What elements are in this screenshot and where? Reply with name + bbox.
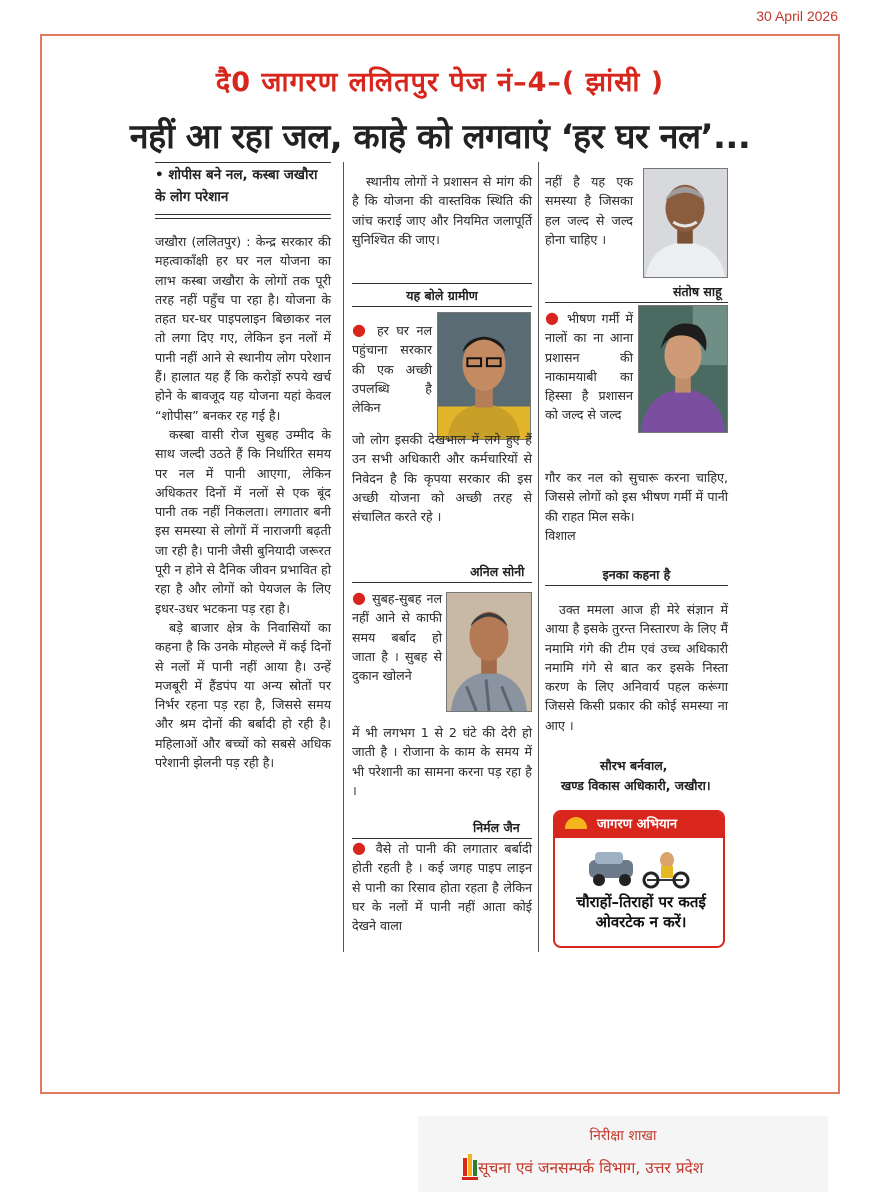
footer-department-branch: निरीक्षा शाखा [589, 1128, 657, 1144]
quote-nirmal-rest [352, 723, 532, 800]
portrait-anil-soni [437, 312, 531, 440]
portrait-santosh-sahu [643, 168, 728, 278]
article-paragraph: बड़े बाजार क्षेत्र के निवासियों का कहना है कि उनके मोहल्ले में कई दिनों से नलों में पानी नहीं आया है। उन्हें मजबूरी में हैंडपंप या अन्य स्रोतों पर निर्भर रहना पड़ रहा है, जिससे समय और श्रम दोनों की बर्बादी हो रही है। महिलाओं और बच्चों को सबसे अधिक परेशानी झेलनी पड़ रही है। [155, 619, 331, 771]
article-paragraph: कस्बा वासी रोज सुबह उम्मीद के साथ जल्दी उठते हैं कि निर्धारित समय पर नल में पानी आएगा, लेकिन अधिकतर दिनों में नलों से एक बूंद पानी तक नहीं निकलता। लगातार बनी इस समस्या से लोगों में नाराजगी बढ़ती जा रही है। पानी जैसी बुनियादी जरूरत पूरी न होने से दैनिक जीवन प्रभावित हो रहा है और लोगों को पेयजल के लिए इधर-उधर भटकना पड़ रहा है। [155, 426, 331, 616]
section-rule [352, 283, 532, 284]
footer-department-name: सूचना एवं जनसम्पर्क विभाग, उत्तर प्रदेश [478, 1159, 704, 1177]
section-rule [352, 582, 532, 583]
portrait-nirmal-jain [446, 592, 532, 712]
traffic-illustration-icon [583, 840, 703, 892]
sun-logo-icon [565, 817, 587, 829]
article-paragraph: जखौरा (ललितपुर) : केन्द्र सरकार की महत्वाकाँक्षी हर घर नल योजना का लाभ कस्बा जखौरा के लोगों तक पूरी तरह नहीं पहुँच पा रहा है। योजना के तहत घर-घर पाइपलाइन बिछाकर नल तो लगा दिए गए, लेकिन इन नलों में पानी नहीं आने से स्थानीय लोग परेशान हैं। हालात यह हैं कि करोड़ों रुपये खर्च होने के बावजूद यह योजना यहां केवल “शोपीस” बनकर रह गई है। [155, 234, 331, 423]
jagran-abhiyan-box [553, 810, 725, 948]
abhiyan-header [555, 812, 723, 838]
bullet-dot: ● [545, 308, 561, 327]
byline-santosh-sahu: संतोष साहू [673, 284, 722, 299]
summary-bottom-rule [155, 214, 331, 215]
quote-nirmal-start [352, 588, 442, 685]
quote-text: सुबह-सुबह नल नहीं आने से काफी समय बर्बाद हो जाता है । सुबह से दुकान खोलने [352, 591, 442, 684]
byline-anil-soni: अनिल सोनी [470, 564, 525, 579]
quote-vishal-rest [545, 468, 728, 545]
quote-anil-rest [352, 430, 532, 526]
article-paragraph: स्थानीय लोगों ने प्रशासन से मांग की है कि योजना की वास्तविक स्थिति की जांच कराई जाए और नियमित जलापूर्ति सुनिश्चित की जाए। [352, 174, 532, 247]
quote-santosh-cont [545, 172, 633, 249]
source-title: दै0 जागरण ललितपुर पेज नं–4–( झांसी ) [215, 67, 665, 98]
section-rule [352, 306, 532, 307]
official-subhead: इनका कहना है [602, 567, 671, 582]
department-logo-icon [462, 1152, 478, 1182]
bullet-dot: ● [352, 838, 369, 857]
column-divider [538, 162, 539, 952]
quote-vishal-start [545, 308, 633, 425]
report-date: 30 April 2026 [756, 8, 838, 24]
quote-text: भीषण गर्मी में नालों का ना आना प्रशासन की नाकामयाबी का हिस्सा है प्रशासन को जल्द से जल्द [545, 311, 633, 423]
summary-bullet: • शोपीस बने नल, कस्बा जखौरा के लोग परेशान [155, 167, 318, 205]
quote-text: वैसे तो पानी की लगातार बर्बादी होती रहती है । कई जगह पाइप लाइन से पानी का रिसाव होता रहता है लेकिन घर के नलों में पानी नहीं आता कोई देखने वाला [352, 841, 532, 934]
bullet-dot: ● [352, 588, 368, 607]
quote-text: हर घर नल पहुंचाना सरकार की एक अच्छी उपलब्धि है लेकिन [352, 323, 432, 416]
section-subhead: यह बोले ग्रामीण [406, 288, 478, 303]
abhiyan-slogan: चौराहों–तिराहों पर कतई ओवरटेक न करें। [576, 893, 706, 931]
byline-nirmal-jain: निर्मल जैन [473, 820, 520, 835]
article-column-1 [155, 232, 331, 772]
section-rule [545, 302, 728, 303]
article-column-2-intro [352, 172, 532, 249]
official-name: सौरभ बर्नवाल, [600, 758, 668, 773]
section-rule [545, 585, 728, 586]
portrait-vishal [638, 305, 728, 433]
official-statement [545, 600, 728, 735]
quote-santosh-start [352, 838, 532, 935]
abhiyan-header-label: जागरण अभियान [597, 817, 678, 832]
official-text: उक्त ममला आज ही मेरे संज्ञान में आया है इसके तुरन्त निस्तारण के लिए मैं नमामि गंगे की टीम एवं उच्च अधिकारी नमामि गंगे से बात कर इसके निस्ता करण के लिए अनिवार्य पहल करूंगा जिससे किसी प्रकार की कोई समस्या ना आए । [545, 602, 728, 733]
byline-vishal: विशाल [545, 527, 576, 543]
quote-text: नहीं है यह एक समस्या है जिसका हल जल्द से जल्द होना चाहिए । [545, 174, 633, 247]
summary-bottom-rule-2 [155, 218, 331, 219]
quote-text: में भी लगभग 1 से 2 घंटे की देरी हो जाती है । रोजाना के काम के समय में भी परेशानी का सामना करना पड़ रहा है । [352, 725, 532, 798]
quote-anil-start [352, 320, 432, 417]
summary-top-rule [155, 162, 331, 163]
bullet-dot: ● [352, 320, 370, 339]
quote-text: जो लोग इसकी देखभाल में लगे हुए हैं उन सभी अधिकारी और कर्मचारियों से निवेदन है कि कृपया सरकार की इस अच्छी योजना को अच्छी तरह से संचालित करते रहे । [352, 432, 532, 525]
official-title: खण्ड विकास अधिकारी, जखौरा। [561, 778, 711, 793]
column-divider [343, 162, 344, 952]
footer-box [418, 1116, 828, 1192]
headline: नहीं आ रहा जल, काहे को लगवाएं ‘हर घर नल’... [129, 117, 751, 157]
quote-text: गौर कर नल को सुचारू करना चाहिए, जिससे लोगों को इस भीषण गर्मी में पानी की राहत मिल सके। [545, 470, 728, 524]
